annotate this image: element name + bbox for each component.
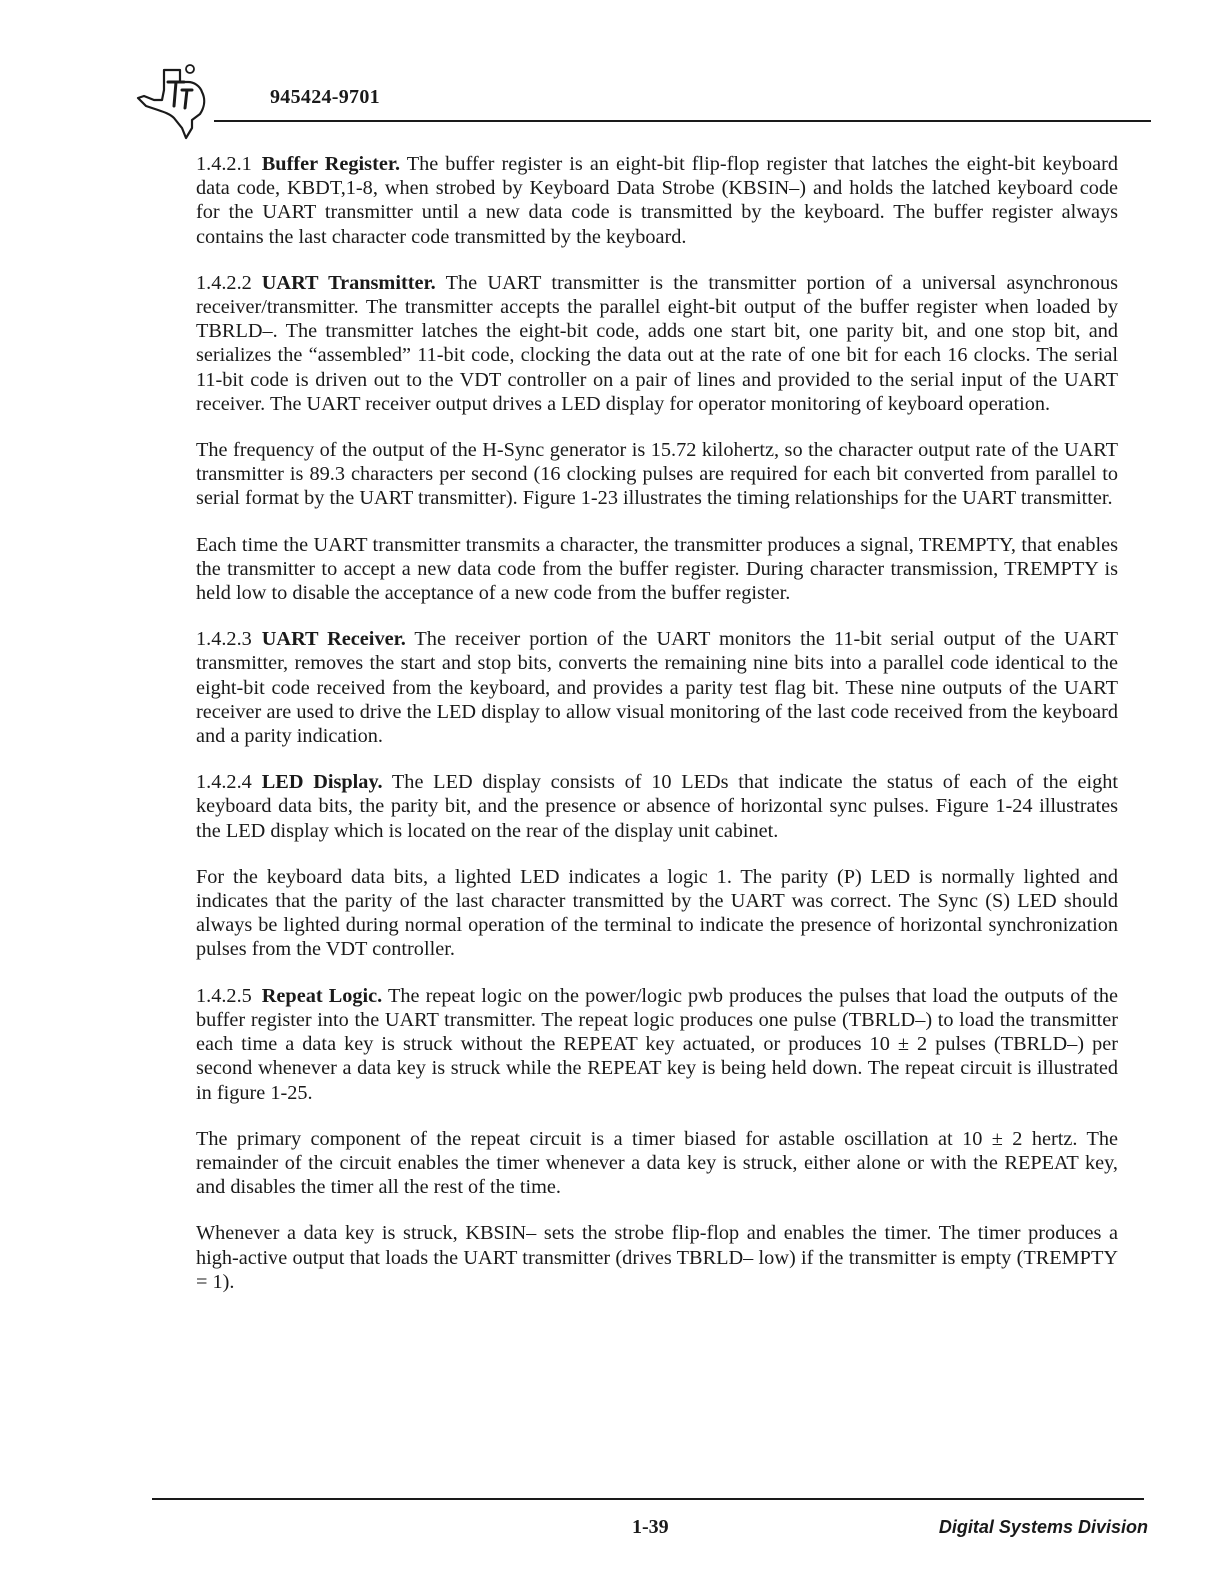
section-title: Repeat Logic. — [261, 984, 383, 1007]
section-title: UART Receiver. — [261, 628, 406, 651]
page-body — [196, 152, 1118, 1316]
page-header — [0, 0, 1224, 130]
section-heading — [196, 771, 383, 793]
section-title: UART Transmitter. — [261, 271, 436, 294]
section-title: LED Display. — [261, 771, 383, 794]
section-number: 1.4.2.4 — [196, 771, 252, 794]
section-number: 1.4.2.5 — [196, 984, 252, 1007]
section-1-4-2-1 — [196, 152, 1118, 249]
section-heading — [196, 628, 406, 650]
paragraph-text: The receiver portion of the UART monitors the 11-bit serial output of the UART transmitter, removes the start and stop bits, converts the remaining nine bits into a parallel code identical to the eight-bit code received from the keyboard, and provides a parity test flag bit. These nine outputs of the UART receiver are used to drive the LED display to allow visual monitoring of the last code received from the keyboard and a parity indication. — [196, 628, 1118, 748]
header-rule — [214, 120, 1151, 122]
section-number: 1.4.2.2 — [196, 271, 252, 294]
paragraph-text: For the keyboard data bits, a lighted LED indicates a logic 1. The parity (P) LED is normally lighted and indicates that the parity of the last character transmitted by the UART was correct. The Sync (S) LED should always be lighted during normal operation of the terminal to indicate the presence of horizontal synchronization pulses from the VDT controller. — [196, 865, 1118, 961]
paragraph-trempty — [196, 533, 1118, 606]
paragraph-text: Each time the UART transmitter transmits a character, the transmitter produces a signal, TREMPTY, that enables the transmitter to accept a new data code from the buffer register. During character transmission, TREMPTY is held low to disable the acceptance of a new code from the buffer register. — [196, 533, 1118, 605]
document-number: 945424-9701 — [270, 86, 380, 108]
paragraph-led-indications — [196, 865, 1118, 962]
paragraph-kbsin-strobe — [196, 1221, 1118, 1294]
footer-rule — [152, 1498, 1144, 1500]
texas-instruments-logo-icon — [134, 60, 218, 140]
section-heading — [196, 153, 400, 175]
section-number: 1.4.2.1 — [196, 153, 252, 175]
section-number: 1.4.2.3 — [196, 628, 252, 651]
paragraph-text: The repeat logic on the power/logic pwb produces the pulses that load the outputs of the buffer register into the UART transmitter. The repeat logic produces one pulse (TBRLD–) to load the transmitter each time a data key is struck without the REPEAT key actuated, or produces 10 ± 2 pulses (TBRLD–) per second whenever a data key is struck while the REPEAT key is being held down. The repeat circuit is illustrated in figure 1-25. — [196, 984, 1118, 1104]
section-1-4-2-4 — [196, 770, 1118, 843]
section-heading — [196, 985, 382, 1007]
paragraph-text: The LED display consists of 10 LEDs that indicate the status of each of the eight keyboard data bits, the parity bit, and the presence or absence of horizontal sync pulses. Figure 1-24 illustrates the LED display which is located on the rear of the display unit cabinet. — [196, 771, 1118, 842]
paragraph-text: The buffer register is an eight-bit flip-flop register that latches the eight-bit keyboard data code, KBDT,1-8, when strobed by Keyboard Data Strobe (KBSIN–) and holds the latched keyboard code for the UART transmitter until a new data code is transmitted by the keyboard. The buffer register always contains the last character code transmitted by the keyboard. — [196, 153, 1118, 248]
section-1-4-2-5 — [196, 984, 1118, 1105]
paragraph-text: The frequency of the output of the H-Sync generator is 15.72 kilohertz, so the character output rate of the UART transmitter is 89.3 characters per second (16 clocking pulses are required for each bit converted from parallel to serial format by the UART transmitter). Figure 1-23 illustrates the timing relationships for the UART transmitter. — [196, 439, 1118, 510]
paragraph-repeat-timer — [196, 1127, 1118, 1200]
paragraph-text: The primary component of the repeat circuit is a timer biased for astable oscillation at 10 ± 2 hertz. The remainder of the circuit enables the timer whenever a data key is struck, either alone or with the REPEAT key, and disables the timer all the rest of the time. — [196, 1127, 1118, 1199]
page-number: 1-39 — [632, 1516, 669, 1538]
paragraph-text: Whenever a data key is struck, KBSIN– sets the strobe flip-flop and enables the timer. The timer produces a high-active output that loads the UART transmitter (drives TBRLD– low) if the transmitter is empty (TREMPTY = 1). — [196, 1222, 1118, 1293]
section-heading — [196, 272, 436, 294]
section-title: Buffer Register. — [261, 153, 401, 175]
section-1-4-2-2 — [196, 271, 1118, 416]
division-name: Digital Systems Division — [938, 1517, 1148, 1537]
paragraph-text: The UART transmitter is the transmitter portion of a universal asynchronous receiver/transmitter. The transmitter accepts the parallel eight-bit output of the buffer register when loaded by TBRLD–. The transmitter latches the eight-bit code, adds one start bit, one parity bit, and one stop bit, and serializes the “assembled” 11-bit code, clocking the data out at the rate of one bit for each 16 clocks. The serial 11-bit code is driven out to the VDT controller on a pair of lines and provided to the serial input of the UART receiver. The UART receiver output drives a LED display for operator monitoring of keyboard operation. — [196, 271, 1119, 415]
paragraph-hsync-frequency — [196, 438, 1118, 511]
section-1-4-2-3 — [196, 627, 1118, 748]
